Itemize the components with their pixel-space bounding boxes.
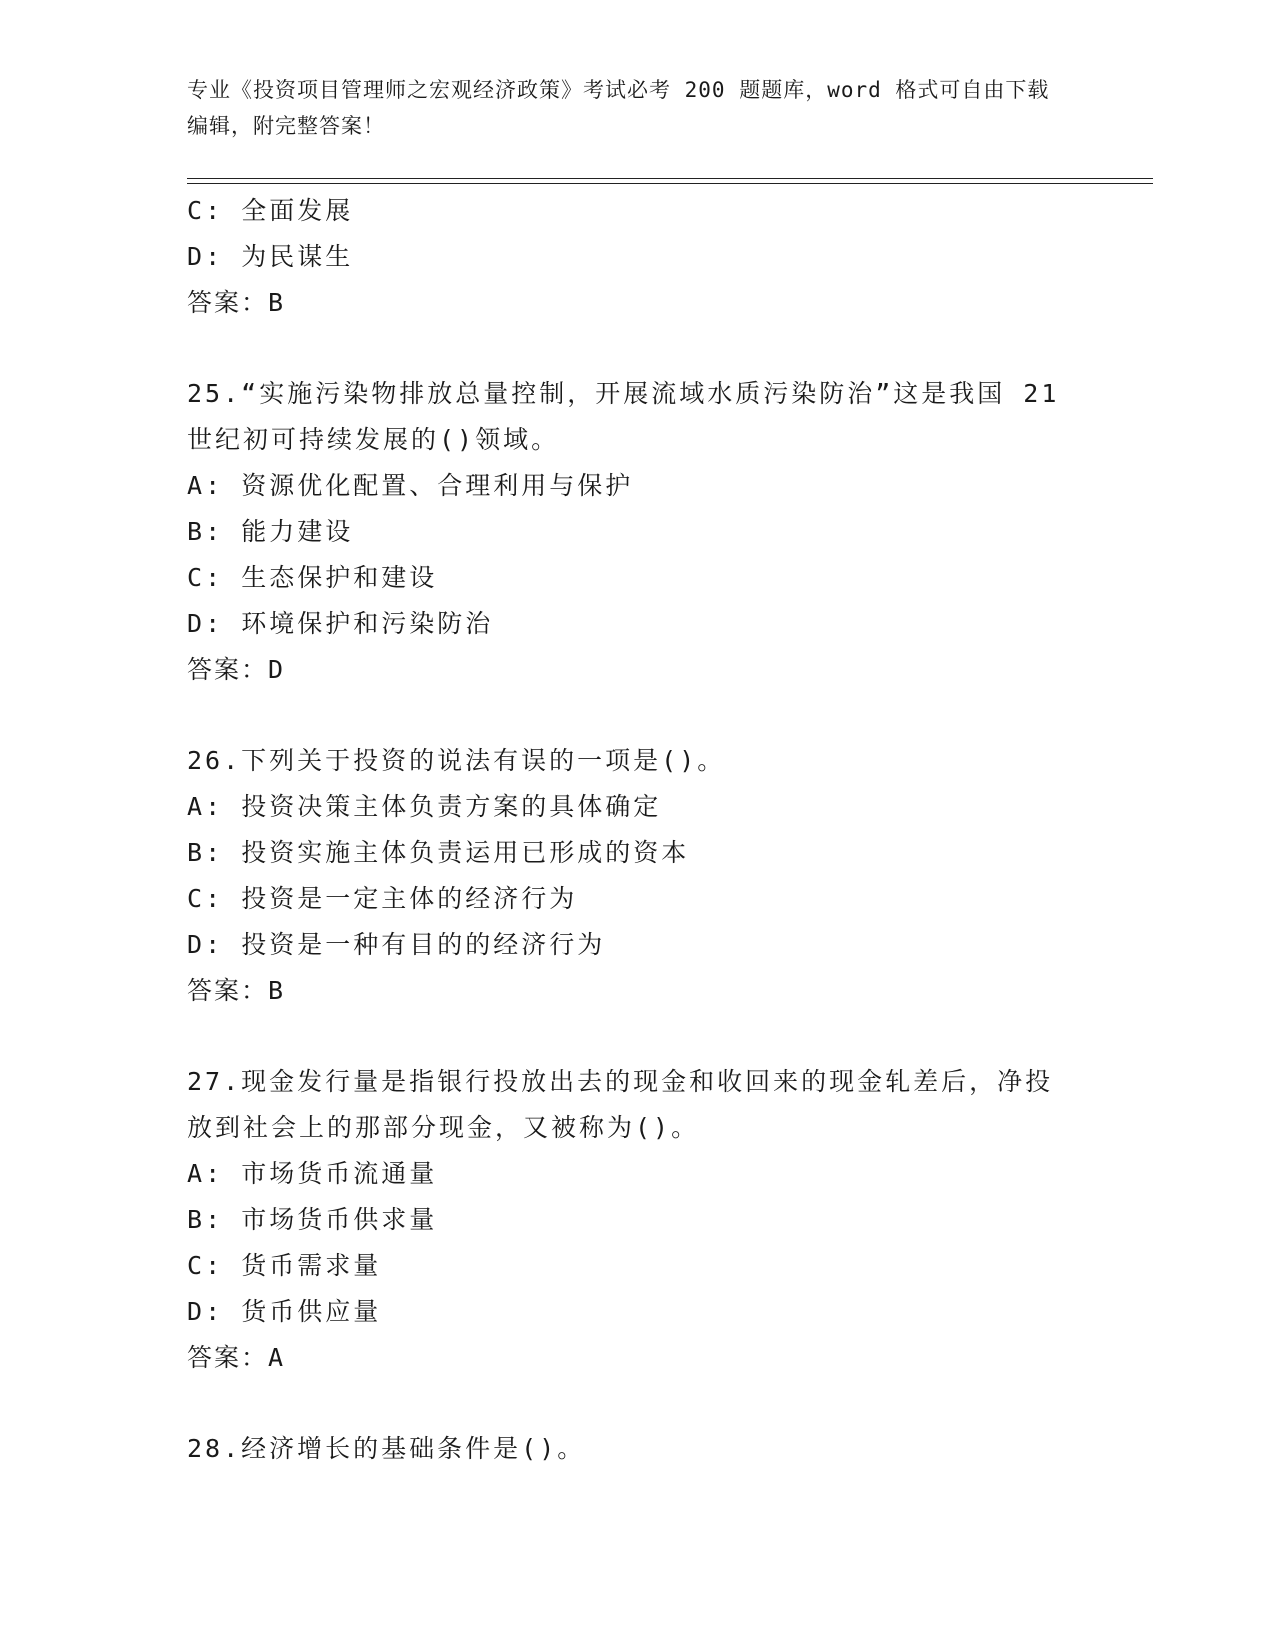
- option-line: C: 货币需求量: [187, 1251, 382, 1280]
- option-line: C: 投资是一定主体的经济行为: [187, 884, 578, 913]
- answer-line: 答案：B: [187, 288, 286, 317]
- option-line: A: 资源优化配置、合理利用与保护: [187, 471, 634, 500]
- header-rule-bottom: [187, 183, 1153, 184]
- option-line: C: 全面发展: [187, 196, 354, 225]
- document-header: 专业《投资项目管理师之宏观经济政策》考试必考 200 题题库，word 格式可自由下载编辑，附完整答案！: [187, 78, 1050, 138]
- option-line: B: 能力建设: [187, 517, 354, 546]
- option-line: D: 为民谋生: [187, 242, 354, 271]
- option-line: B: 投资实施主体负责运用已形成的资本: [187, 838, 690, 867]
- header-rule-top: [187, 178, 1153, 179]
- option-line: A: 市场货币流通量: [187, 1159, 438, 1188]
- question-stem: 27.现金发行量是指银行投放出去的现金和收回来的现金轧差后，净投放到社会上的那部分现金，又被称为()。: [187, 1067, 1054, 1142]
- option-line: A: 投资决策主体负责方案的具体确定: [187, 792, 662, 821]
- option-line: C: 生态保护和建设: [187, 563, 438, 592]
- option-line: D: 投资是一种有目的的经济行为: [187, 930, 606, 959]
- option-line: B: 市场货币供求量: [187, 1205, 438, 1234]
- question-stem: 25.“实施污染物排放总量控制，开展流域水质污染防治”这是我国 21 世纪初可持续发展的()领域。: [187, 379, 1060, 454]
- question-stem: 26.下列关于投资的说法有误的一项是()。: [187, 746, 726, 775]
- question-list: [187, 188, 1087, 1472]
- answer-line: 答案：A: [187, 1343, 286, 1372]
- answer-line: 答案：D: [187, 655, 286, 684]
- option-line: D: 环境保护和污染防治: [187, 609, 494, 638]
- question-stem: 28.经济增长的基础条件是()。: [187, 1434, 586, 1463]
- answer-line: 答案：B: [187, 976, 286, 1005]
- option-line: D: 货币供应量: [187, 1297, 382, 1326]
